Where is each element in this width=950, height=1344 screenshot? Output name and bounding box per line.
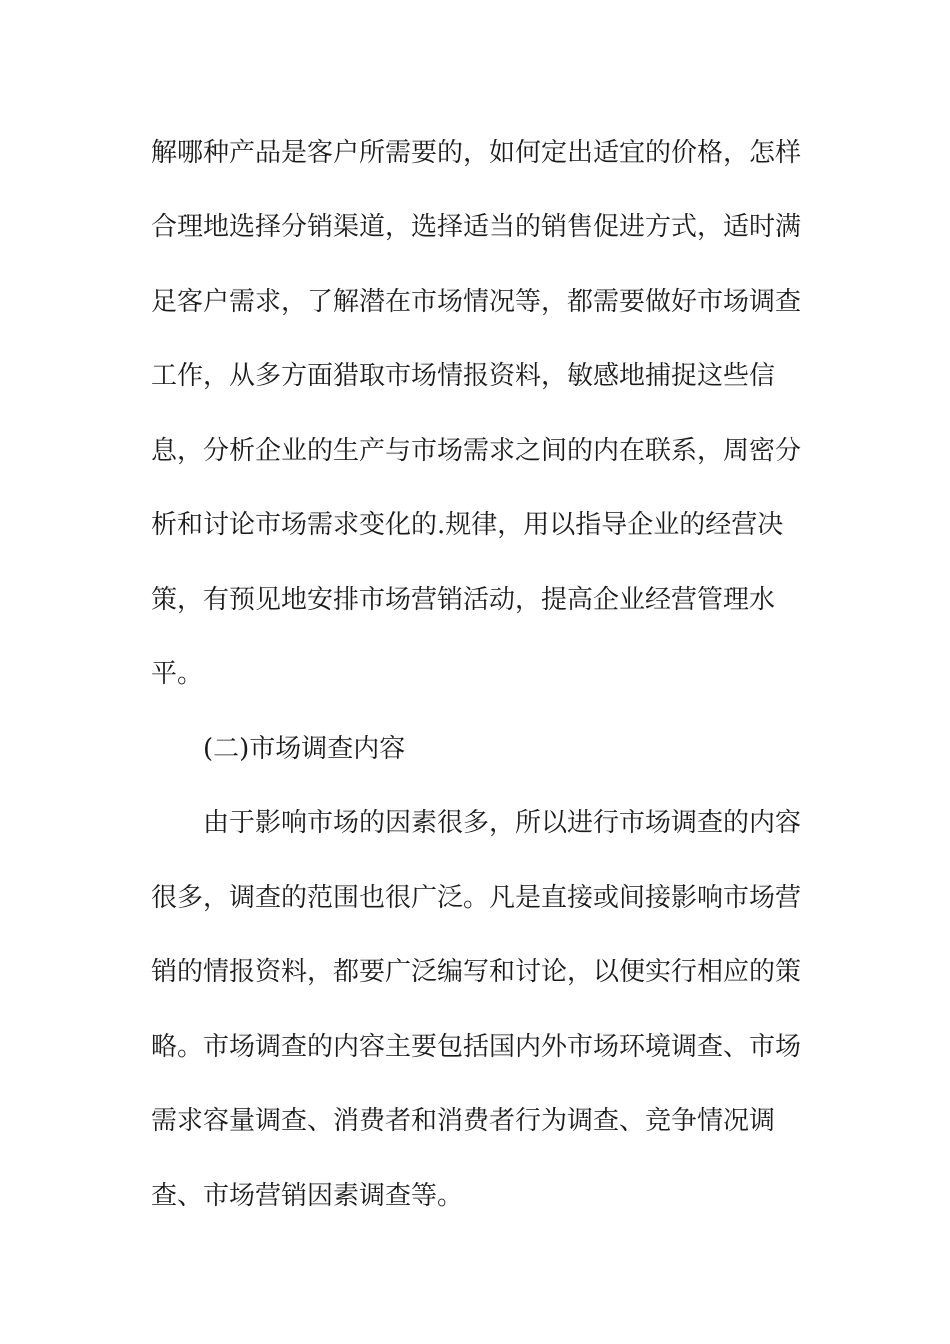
- section-heading: (二)市场调查内容: [203, 734, 406, 764]
- body-text-line: 工作，从多方面猎取市场情报资料，敏感地捕捉这些信: [151, 361, 776, 391]
- body-text-line: 合理地选择分销渠道，选择适当的销售促进方式，适时满: [151, 212, 802, 242]
- body-text-line: 析和讨论市场需求变化的.规律，用以指导企业的经营决: [151, 510, 784, 540]
- body-text-line: 足客户需求，了解潜在市场情况等，都需要做好市场调查: [151, 287, 802, 317]
- body-text-line: 由于影响市场的因素很多，所以进行市场调查的内容: [203, 808, 802, 838]
- body-text-line: 解哪种产品是客户所需要的，如何定出适宜的价格，怎样: [151, 138, 802, 168]
- body-text-line: 销的情报资料，都要广泛编写和讨论，以便实行相应的策: [151, 957, 802, 987]
- body-text-line: 略。市场调查的内容主要包括国内外市场环境调查、市场: [151, 1032, 802, 1062]
- body-text-line: 查、市场营销因素调查等。: [151, 1181, 464, 1211]
- body-text-line: 策，有预见地安排市场营销活动，提高企业经营管理水: [151, 585, 776, 615]
- body-text-line: 平。: [151, 659, 204, 689]
- body-text-line: 息，分析企业的生产与市场需求之间的内在联系，周密分: [151, 436, 802, 466]
- body-text-line: 需求容量调查、消费者和消费者行为调查、竞争情况调: [151, 1106, 776, 1136]
- body-text-line: 很多，调查的范围也很广泛。凡是直接或间接影响市场营: [151, 883, 802, 913]
